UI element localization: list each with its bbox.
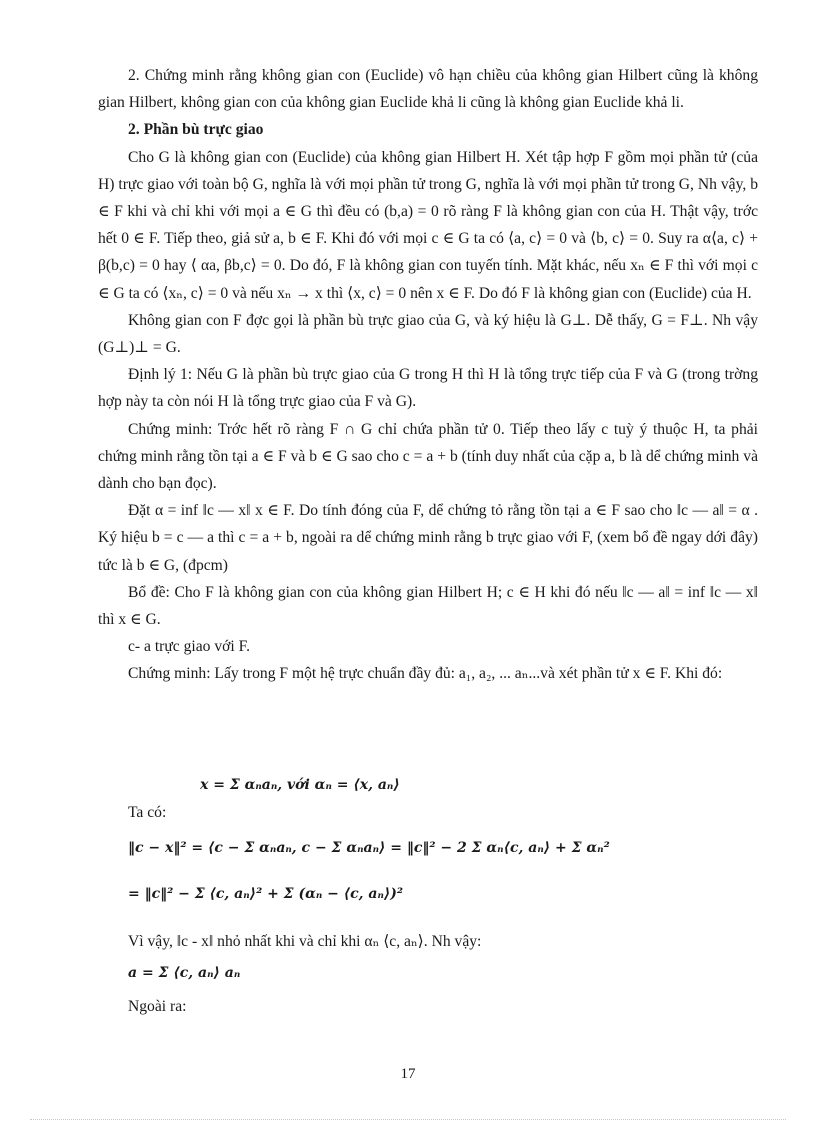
lemma-paragraph: Bổ đề: Cho F là không gian con của không gian Hilbert H; c ∈ H khi đó nếu ‖c — a‖ = inf ‖c — x‖ thì x ∈ G. (98, 583, 758, 629)
complement-notation-paragraph: Không gian con F đợc gọi là phần bù trực giao của G, và ký hiệu là G⊥. Dễ thấy, G = F⊥. Nh vậy (G⊥)⊥ = G. (98, 311, 758, 357)
formula-norm-expansion: ‖c − x‖² = ⟨c − Σ αₙaₙ, c − Σ αₙaₙ⟩ = ‖c‖² − 2 Σ αₙ⟨c, aₙ⟩ + Σ αₙ² (128, 840, 610, 856)
label-ta-co: Ta có: (128, 804, 167, 821)
formula-x-expansion: x = Σ αₙaₙ, với αₙ = ⟨x, aₙ⟩ (200, 777, 400, 793)
section-heading: 2. Phần bù trực giao (128, 121, 264, 139)
minimum-sentence: Vì vậy, ‖c - x‖ nhỏ nhất khi và chỉ khi αₙ ⟨c, aₙ⟩. Nh vậy: (128, 933, 482, 950)
lemma-conclusion: c- a trực giao với F. (128, 638, 250, 656)
label-ngoai-ra: Ngoài ra: (128, 998, 187, 1015)
body-text-upper (98, 62, 758, 688)
orthogonal-definition-paragraph: Cho G là không gian con (Euclide) của không gian Hilbert H. Xét tập hợp F gồm mọi phần tử (của H) trực giao với toàn bộ G, nghĩa là với mọi phần tử trong G, nghĩa là với mọi phần tử trong G, Nh vậy, b ∈ F khi và chỉ khi với mọi a ∈ G thì đều có (b,a) = 0 rõ ràng F là không gian con của H. Thật vậy, trớc hết 0 ∈ F. Tiếp theo, giả sử a, b ∈ F. Khi đó với mọi c ∈ G ta có ⟨a, c⟩ = 0 và ⟨b, c⟩ = 0. Suy ra α⟨a, c⟩ + β(b,c) = 0 hay ⟨ αa, βb,c⟩ = 0. Do đó, F là không gian con tuyến tính. Mặt khác, nếu xₙ ∈ F thì với mọi c ∈ G ta có ⟨xₙ, c⟩ = 0 và nếu xₙ → x thì ⟨x, c⟩ = 0 nên x ∈ F. Do đó F là không gian con (Euclide) của H. (98, 148, 758, 302)
proof-paragraph: Chứng minh: Trớc hết rõ ràng F ∩ G chỉ chứa phần tử 0. Tiếp theo lấy c tuỳ ý thuộc H, ta phải chứng minh rằng tồn tại a ∈ F và b ∈ G sao cho c = a + b (tính duy nhất của cặp a, b là dể chứng minh và dành cho bạn đọc). (98, 420, 758, 493)
page-number: 17 (400, 1066, 416, 1082)
lemma-proof-paragraph: Chứng minh: Lấy trong F một hệ trực chuẩn đầy đủ: a₁, a₂, ... aₙ...và xét phần tử x ∈ F. Khi đó: (128, 665, 723, 683)
footer-divider (30, 1119, 786, 1120)
inf-definition-paragraph: Đặt α = inf ‖c — x‖ x ∈ F. Do tính đóng của F, dể chứng tỏ rằng tồn tại a ∈ F sao cho ‖c — a‖ = α . Ký hiệu b = c — a thì c = a + b, ngoài ra dể chứng minh rằng b trực giao với F, (xem bổ đề ngay dới đây) tức là b ∈ G, (đpcm) (98, 502, 758, 574)
formula-norm-simplified: = ‖c‖² − Σ ⟨c, aₙ⟩² + Σ (αₙ − ⟨c, aₙ⟩)² (128, 886, 404, 902)
exercise-paragraph: 2. Chứng minh rằng không gian con (Euclide) vô hạn chiều của không gian Hilbert cũng là không gian Hilbert, không gian con của không gian Euclide khả li cũng là không gian Euclide khả li. (98, 67, 758, 112)
formula-a-projection: a = Σ ⟨c, aₙ⟩ aₙ (128, 965, 241, 981)
theorem-paragraph: Định lý 1: Nếu G là phần bù trực giao của G trong H thì H là tổng trực tiếp của F và G (trong trờng hợp này ta còn nói H là tổng trực giao của F và G). (98, 366, 758, 411)
